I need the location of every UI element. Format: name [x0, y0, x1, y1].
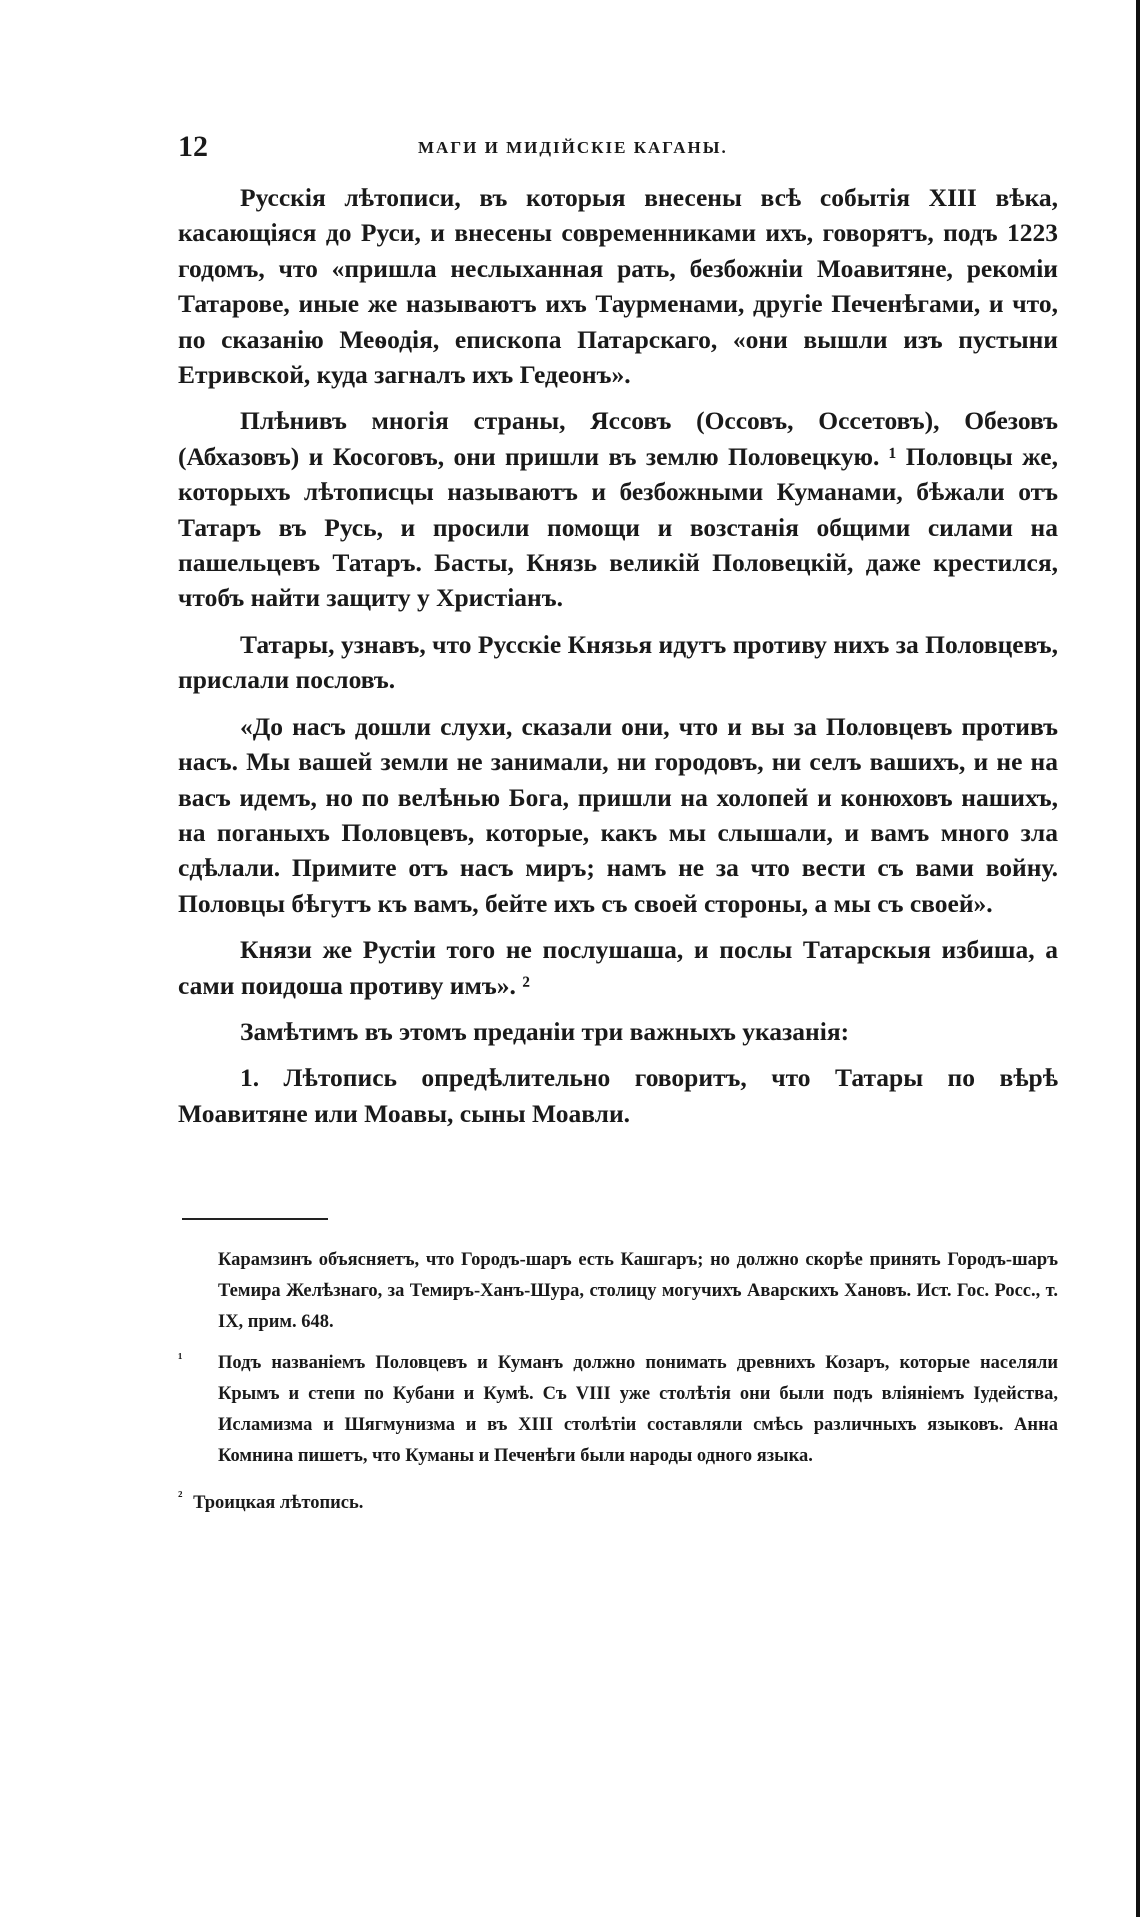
- paragraph: Русскія лѣтописи, въ которыя внесены всѣ событія XIII вѣка, касающіяся до Руси, и внесены современниками ихъ, говорятъ, подъ 1223 годомъ, что «пришла неслыханная рать, безбожніи Моавитяне, рекоміи Татарове, иные же называютъ ихъ Таурменами, другіе Печенѣгами, и что, по сказанію Меѳодія, епископа Патарскаго, «они вышли изъ пустыни Етривской, куда загналъ ихъ Гедеонъ».: [178, 183, 1058, 390]
- footnote-separator: [182, 1218, 328, 1220]
- footnote-text: Подъ названіемъ Половцевъ и Кумaнъ должно понимать древнихъ Козаръ, которые населяли Крымъ и степи по Кубани и Кумѣ. Съ VIII уже столѣтія они были подъ вліяніемъ Іудейства, Исламизма и Шягмунизма и въ XIII столѣтіи составляли смѣсь различныхъ языковъ. Анна Комнина пишетъ, что Куманы и Печенѣги были народы одного языка.: [218, 1353, 1058, 1466]
- paragraph: 1. Лѣтопись опредѣлительно говоритъ, что Татары по вѣрѣ Моавитяне или Моавы, сыны Моавли.: [178, 1063, 1058, 1128]
- footnote-2: [178, 1482, 1058, 1519]
- footnote-marker: ²: [178, 1489, 183, 1505]
- footnotes: [178, 1245, 1058, 1529]
- paragraph: Замѣтимъ въ этомъ преданіи три важныхъ указанія:: [240, 1016, 850, 1046]
- footnote-text: Троицкая лѣтопись.: [193, 1493, 364, 1514]
- paragraph: Князи же Рустіи того не послушаша, и послы Татарскыя избиша, а сами поидоша противу имъ». ²: [178, 935, 1058, 1000]
- main-text: [178, 180, 1058, 1142]
- page-edge-line: [1136, 0, 1140, 1917]
- running-title: МАГИ И МИДІЙСКІЕ КАГАНЫ.: [418, 138, 728, 157]
- page-number: 12: [178, 130, 208, 163]
- footnote-marker: ¹: [178, 1351, 183, 1367]
- footnote-intro: Карамзинъ объясняетъ, что Городъ-шаръ есть Кашгаръ; но должно скорѣе принять Городъ-шаръ Темира Желѣзнаго, за Темиръ-Ханъ-Шура, столицу могучихъ Аварскихъ Хановъ. Ист. Гос. Росс., т. IX, прим. 648.: [218, 1250, 1058, 1332]
- page-header: [178, 130, 1058, 170]
- paragraph: «До насъ дошли слухи, сказали они, что и вы за Половцевъ противъ насъ. Мы вашей земли не занимали, ни городовъ, ни селъ вашихъ, и не на васъ идемъ, но по велѣнью Бога, пришли на холопей и конюховъ нашихъ, на поганыхъ Половцевъ, которые, какъ мы слышали, и вамъ много зла сдѣлали. Примите отъ насъ миръ; намъ не за что вести съ вами войну. Половцы бѣгутъ къ вамъ, бейте ихъ съ своей стороны, а мы съ своей».: [178, 711, 1058, 918]
- footnote-1: [178, 1348, 1058, 1472]
- paragraph: Плѣнивъ многія страны, Яссовъ (Оссовъ, Оссетовъ), Обезовъ (Абхазовъ) и Косоговъ, они пришли въ землю Половецкую. ¹ Половцы же, которыхъ лѣтописцы называютъ и безбожными Куманами, бѣжали отъ Татаръ въ Русь, и просили помощи и возстанія общими силами на пашельцевъ Татаръ. Басты, Князь великій Половецкій, даже крестился, чтобъ найти защиту у Христіанъ.: [178, 406, 1058, 613]
- paragraph: Татары, узнавъ, что Русскіе Князья идутъ противу нихъ за Половцевъ, прислали пословъ.: [178, 629, 1058, 695]
